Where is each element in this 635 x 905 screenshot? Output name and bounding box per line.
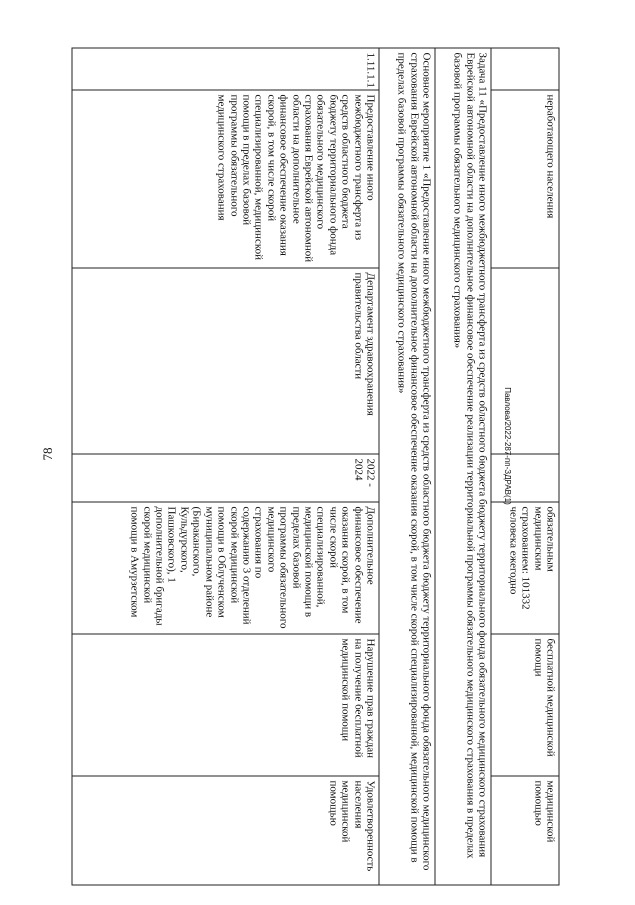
item-code: 1.11.1.1 xyxy=(72,48,379,90)
table-row xyxy=(379,48,435,885)
effect-cell: медицинской помощью xyxy=(491,776,559,885)
main-event-heading: Основное мероприятие 1 «Предоставление иного межбюджетного трансферта из средств областного бюджета бюджету территориального фонда обязательного медицинского страхования Еврейской автономной области на дополнительное финансовое обеспечение оказания скорой, в том числе скорой специализированной, медицинской помощи в пределах базовой программы обязательного медицинского страхования» xyxy=(379,48,435,885)
indicator-cell: неработающего населения xyxy=(491,90,559,268)
table-cell xyxy=(491,454,559,502)
item-name: Предоставление иного межбюджетного трансферта из средств областного бюджета бюджету территориального фонда обязательного медицинского страхования Еврейской автономной области на дополнительное финансовое обеспечение оказания скорой, в том числе скорой специализированной, медицинской помощи в пределах базовой программы обязательного медицинского страхования xyxy=(72,90,379,268)
item-risk: Нарушение прав граждан на получение бесплатной медицинской помощи xyxy=(72,634,379,776)
table-cell xyxy=(491,268,559,454)
document-code: Павлова/2022-287-пп-ЗДРАВ(1) xyxy=(503,387,512,505)
page-number: 78 xyxy=(40,447,55,461)
risk-cell: бесплатной медицинской помощи xyxy=(491,634,559,776)
task-heading: Задача 11 «Предоставление иного межбюджетного трансферта из средств областного бюджета бюджету территориального фонда обязательного медицинского страхования Еврейской автономной области на дополнительное финансовое обеспечение реализации территориальной программы обязательного медицинского страхования в пределах базовой программы обязательного медицинского страхования» xyxy=(435,48,491,885)
table-row xyxy=(72,48,379,885)
item-executor: Департамент здравоохранения правительства области xyxy=(72,268,379,454)
value-cell: обязательным медицинским страхованием: 101332 человека ежегодно xyxy=(491,502,559,634)
table-row xyxy=(491,48,559,885)
item-result: Дополнительное финансовое обеспечение оказания скорой, в том числе скорой специализированной, медицинской помощи в пределах базовой программы обязательного медицинского страхования по содержанию 3 отделений скорой медицинской помощи в Облученском муниципальном районе (Бираканского, Кульдурского, Пашковского), 1 дополнительной бригады скорой медицинской помощи в Амурзетском xyxy=(72,502,379,634)
table-cell xyxy=(491,48,559,90)
item-effect: Удовлетворенность населения медицинской помощью xyxy=(72,776,379,885)
item-period: 2022 - 2024 xyxy=(72,454,379,502)
program-table xyxy=(71,48,559,885)
table-row xyxy=(435,48,491,885)
